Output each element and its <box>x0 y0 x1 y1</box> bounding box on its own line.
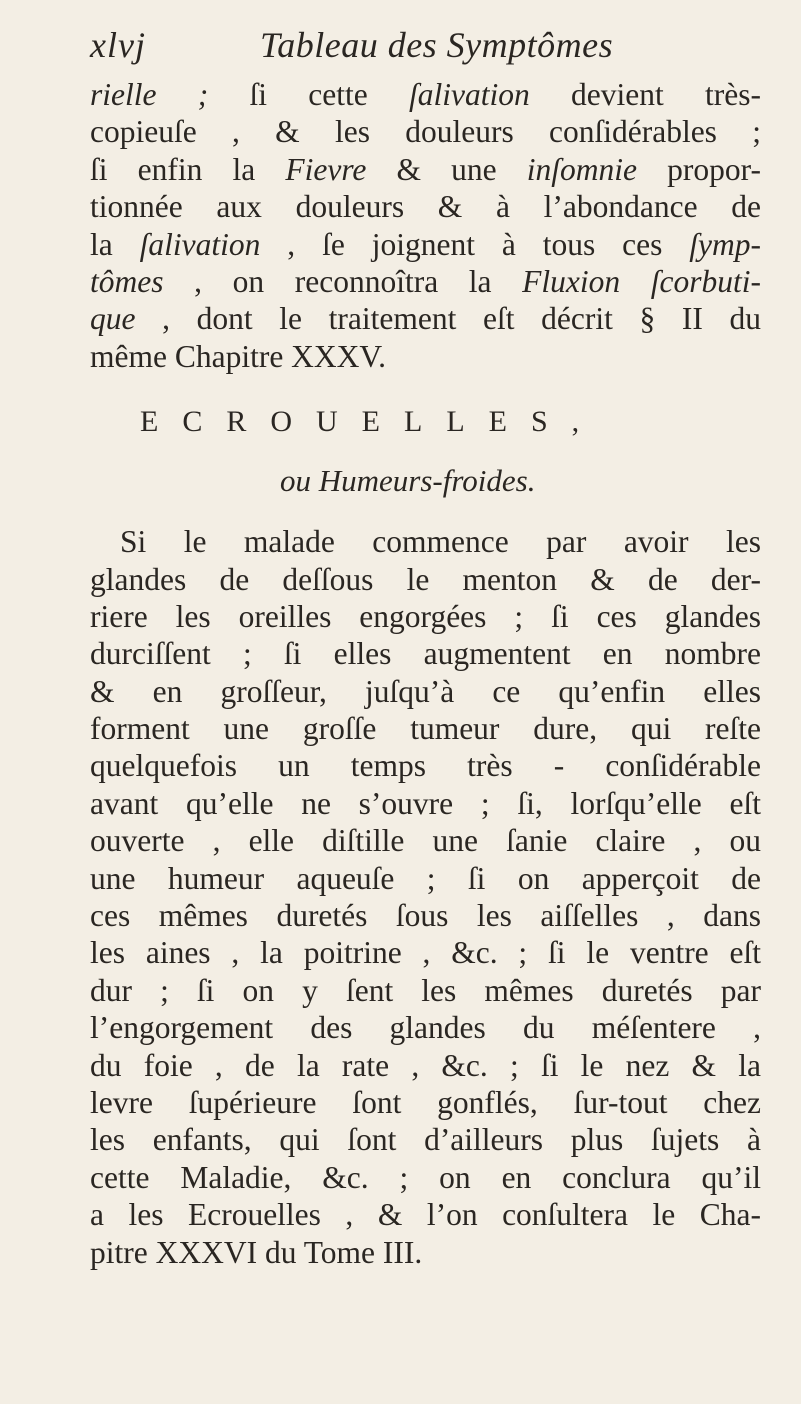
text-line: la ſalivation , ſe joignent à tous ces ſymp- <box>90 226 761 262</box>
text-line: copieuſe , & les douleurs conſidérables ; <box>90 114 761 150</box>
text-line: les enfants, qui ſont d’ailleurs plus ſujets à <box>90 1122 761 1158</box>
text-line: cette Maladie, &c. ; on en conclura qu’il <box>90 1159 761 1195</box>
page-header <box>90 14 761 76</box>
text-line: quelquefois un temps très - conſidérable <box>90 748 761 784</box>
page-folio: xlvj <box>90 25 146 65</box>
text-line: levre ſupérieure ſont gonflés, ſur-tout chez <box>90 1084 761 1120</box>
section-subheading: ou Humeurs-froides. <box>280 463 536 499</box>
text-line: riere les oreilles engorgées ; ſi ces glandes <box>90 598 761 634</box>
text-line: rielle ; ſi cette ſalivation devient très- <box>90 77 762 112</box>
section-heading: ECROUELLES, <box>140 405 604 439</box>
text-line: tionnée aux douleurs & à l’abondance de <box>90 189 761 225</box>
text-line: glandes de deſſous le menton & de der- <box>90 561 761 597</box>
text-line: ſi enfin la Fievre & une inſomnie propor- <box>90 151 762 187</box>
paragraph-salivation <box>90 76 761 375</box>
text-line: du foie , de la rate , &c. ; ſi le nez & la <box>90 1047 761 1083</box>
text-line: & en groſſeur, juſqu’à ce qu’enfin elles <box>90 673 761 709</box>
text-line: forment une groſſe tumeur dure, qui reſte <box>90 711 761 747</box>
text-line: dur ; ſi on y ſent les mêmes duretés par <box>90 972 761 1008</box>
text-line: Si le malade commence par avoir les <box>120 524 761 560</box>
text-line: l’engorgement des glandes du méſentere , <box>90 1010 761 1046</box>
text-line: une humeur aqueuſe ; ſi on apperçoit de <box>90 860 761 896</box>
text-line: durciſſent ; ſi elles augmentent en nombre <box>90 636 761 672</box>
paragraph-ecrouelles <box>90 523 761 1271</box>
text-line: tômes , on reconnoîtra la Fluxion ſcorbuti- <box>90 263 761 299</box>
text-line: avant qu’elle ne s’ouvre ; ſi, lorſqu’elle eſt <box>90 785 761 821</box>
text-line: même Chapitre XXXV. <box>90 338 386 374</box>
text-line: pitre XXXVI du Tome III. <box>90 1234 423 1270</box>
running-title: Tableau des Symptômes <box>260 25 614 65</box>
text-line: a les Ecrouelles , & l’on conſultera le Cha- <box>90 1197 761 1233</box>
text-line: que , dont le traitement eſt décrit § II du <box>90 301 761 337</box>
text-line: les aines , la poitrine , &c. ; ſi le ventre eſt <box>90 935 761 971</box>
text-line: ces mêmes duretés ſous les aiſſelles , dans <box>90 898 761 934</box>
text-line: ouverte , elle diſtille une ſanie claire , ou <box>90 823 761 859</box>
